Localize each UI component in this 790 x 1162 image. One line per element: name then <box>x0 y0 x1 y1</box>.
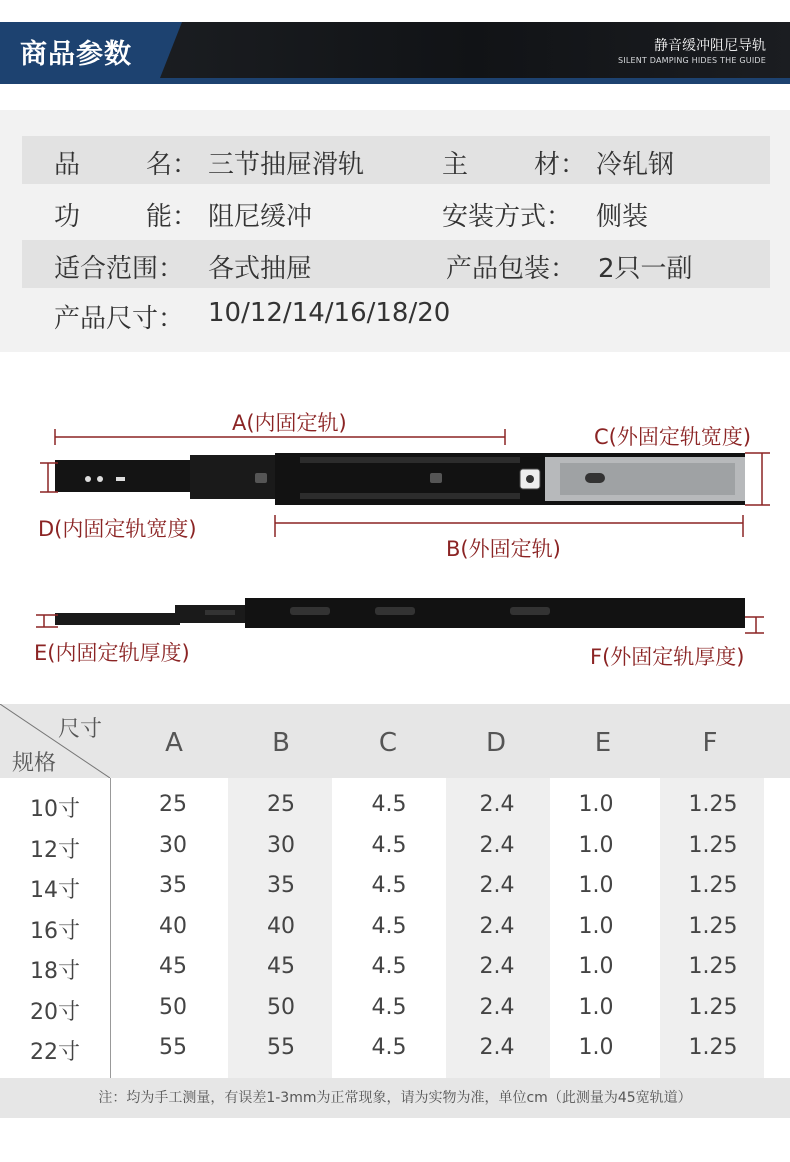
table-cell-a: 45 <box>159 954 187 979</box>
table-header <box>0 704 790 778</box>
param-label: 功 <box>54 202 81 232</box>
param-label: 产品尺寸： <box>54 304 185 334</box>
param-value: 阻尼缓冲 <box>208 202 313 232</box>
param-row-name <box>22 136 770 184</box>
table-cell-e: 1.0 <box>578 913 614 939</box>
table-cell-a: 40 <box>159 913 187 939</box>
table-cell-a: 50 <box>159 994 187 1020</box>
measurement-note: 注：均为手工测量，有误差1-3mm为正常现象，请为实物为准，单位cm（此测量为45宽轨道） <box>0 1078 790 1118</box>
table-cell-b: 50 <box>267 994 295 1020</box>
param-row-scope <box>22 240 770 288</box>
label-c: C(外固定轨宽度) <box>594 425 752 449</box>
row-label: 12寸 <box>30 837 80 863</box>
label-f: F(外固定轨厚度) <box>590 645 745 669</box>
row-label: 16寸 <box>30 918 80 944</box>
table-cell-a: 55 <box>159 1035 187 1060</box>
header-b: B <box>272 728 290 758</box>
param-value: 各式抽屉 <box>208 254 313 284</box>
header-c: C <box>378 728 398 758</box>
table-cell-e: 1.0 <box>578 1035 614 1060</box>
param-label: 品 <box>54 150 81 180</box>
table-cell-e: 1.0 <box>578 832 614 858</box>
label-a: A(内固定轨) <box>232 411 347 435</box>
header-e: E <box>594 728 612 758</box>
table-cell-e: 1.0 <box>578 954 614 979</box>
banner-subtitle-cn: 静音缓冲阻尼导轨 <box>654 38 766 54</box>
header-d: D <box>485 728 507 758</box>
param-value: 三节抽屉滑轨 <box>208 150 365 180</box>
param-value: 10/12/14/16/18/20 <box>208 298 451 328</box>
table-cell-d: 2.4 <box>479 913 515 939</box>
label-b: B(外固定轨) <box>446 537 561 561</box>
table-cell-b: 40 <box>267 913 295 939</box>
header-banner <box>0 22 790 84</box>
param-value: 2只一副 <box>598 254 693 284</box>
table-cell-a: 30 <box>159 832 187 858</box>
banner-title: 商品参数 <box>20 39 132 70</box>
table-cell-e: 1.0 <box>578 792 614 817</box>
table-cell-f: 1.25 <box>688 832 738 858</box>
row-label: 10寸 <box>30 797 80 822</box>
label-d: D(内固定轨宽度) <box>38 517 197 541</box>
param-label: 适合范围： <box>54 254 185 284</box>
table-corner-cell <box>0 704 110 778</box>
product-params <box>0 110 790 352</box>
param-label: 安装方式： <box>442 202 573 232</box>
param-value: 冷轧钢 <box>596 150 675 180</box>
table-cell-b: 55 <box>267 1035 295 1060</box>
param-label: 产品包装： <box>446 254 577 284</box>
table-cell-c: 4.5 <box>371 994 407 1020</box>
table-cell-b: 25 <box>267 792 295 817</box>
param-label: 名： <box>146 150 199 180</box>
header-a: A <box>165 728 183 758</box>
header-f: F <box>702 728 718 758</box>
table-cell-b: 45 <box>267 954 295 979</box>
param-value: 侧装 <box>596 202 649 232</box>
table-cell-d: 2.4 <box>479 832 515 858</box>
table-cell-c: 4.5 <box>371 873 407 898</box>
row-label: 22寸 <box>30 1040 80 1065</box>
banner-subtitle-en: SILENT DAMPING HIDES THE GUIDE <box>617 56 766 65</box>
banner-title-block <box>0 22 160 78</box>
corner-label-size: 尺寸 <box>58 717 103 742</box>
param-label: 主 <box>442 150 469 180</box>
param-label: 材： <box>534 150 587 180</box>
row-label: 14寸 <box>30 878 80 903</box>
table-cell-b: 35 <box>267 873 295 898</box>
table-cell-d: 2.4 <box>479 954 515 979</box>
table-body <box>0 778 790 1080</box>
banner-strip <box>0 78 790 84</box>
table-cell-e: 1.0 <box>578 994 614 1020</box>
table-cell-f: 1.25 <box>688 913 738 939</box>
table-cell-d: 2.4 <box>479 994 515 1020</box>
table-divider <box>110 778 111 1080</box>
table-cell-f: 1.25 <box>688 873 738 898</box>
table-cell-d: 2.4 <box>479 873 515 898</box>
table-cell-c: 4.5 <box>371 792 407 817</box>
table-cell-c: 4.5 <box>371 954 407 979</box>
table-cell-d: 2.4 <box>479 792 515 817</box>
corner-label-spec: 规格 <box>12 751 57 776</box>
table-cell-c: 4.5 <box>371 832 407 858</box>
rail-diagram <box>0 395 790 685</box>
table-cell-a: 25 <box>159 792 187 817</box>
table-cell-f: 1.25 <box>688 954 738 979</box>
param-row-function <box>22 188 770 236</box>
table-cell-f: 1.25 <box>688 994 738 1020</box>
table-cell-f: 1.25 <box>688 1035 738 1060</box>
row-label: 20寸 <box>30 999 80 1025</box>
table-cell-b: 30 <box>267 832 295 858</box>
row-label: 18寸 <box>30 959 80 984</box>
table-cell-c: 4.5 <box>371 913 407 939</box>
rail-top-view <box>55 453 745 505</box>
table-cell-d: 2.4 <box>479 1035 515 1060</box>
rail-bottom-view <box>55 598 745 628</box>
table-cell-c: 4.5 <box>371 1035 407 1060</box>
table-cell-a: 35 <box>159 873 187 898</box>
table-cell-e: 1.0 <box>578 873 614 898</box>
param-row-size <box>22 290 770 338</box>
label-e: E(内固定轨厚度) <box>34 641 190 665</box>
param-label: 能： <box>146 202 199 232</box>
table-cell-f: 1.25 <box>688 792 738 817</box>
